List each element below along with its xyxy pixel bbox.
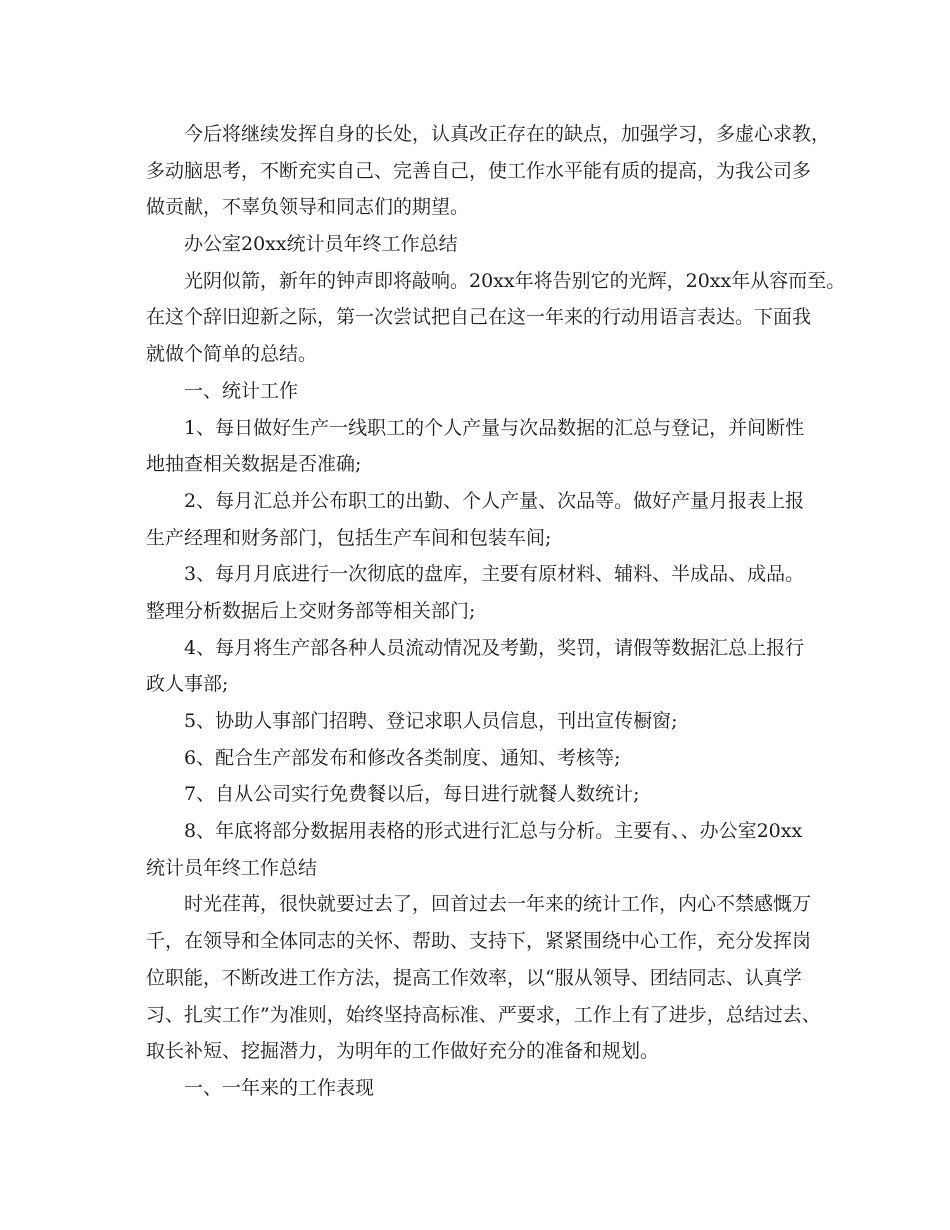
text-line: 在这个辞旧迎新之际，第一次尝试把自己在这一年来的行动用语言表达。下面我 (146, 306, 812, 329)
text-line: 做贡献，不辜负领导和同志们的期望。 (146, 196, 470, 219)
text-line: 千，在领导和全体同志的关怀、帮助、支持下，紧紧围绕中心工作，充分发挥岗 (146, 930, 812, 953)
text-line: 习、扎实工作”为准则，始终坚持高标准、严要求，工作上有了进步，总结过去、 (146, 1003, 821, 1026)
text-line: 办公室20xx统计员年终工作总结 (184, 233, 458, 256)
text-line: 6、配合生产部发布和修改各类制度、通知、考核等; (184, 746, 621, 769)
text-line: 3、每月月底进行一次彻底的盘库，主要有原材料、辅料、半成品、成品。 (184, 563, 805, 586)
text-line: 8、年底将部分数据用表格的形式进行汇总与分析。主要有、、办公室20xx (184, 820, 803, 843)
text-line: 一、统计工作 (184, 379, 299, 402)
text-line: 时光荏苒，很快就要过去了，回首过去一年来的统计工作，内心不禁感慨万 (184, 893, 812, 916)
text-line: 地抽查相关数据是否准确; (146, 453, 362, 476)
text-line: 5、协助人事部门招聘、登记求职人员信息，刊出宣传橱窗; (184, 710, 678, 732)
text-line: 2、每月汇总并公布职工的出勤、个人产量、次品等。做好产量月报表上报 (184, 489, 805, 512)
document-body (146, 116, 846, 1107)
text-line: 政人事部; (146, 673, 229, 696)
text-line: 统计员年终工作总结 (146, 856, 318, 879)
text-line: 今后将继续发挥自身的长处，认真改正存在的缺点，加强学习，多虚心求教， (184, 123, 831, 145)
text-line: 1、每日做好生产一线职工的个人产量与次品数据的汇总与登记，并间断性 (184, 416, 805, 439)
text-line: 位职能，不断改进工作方法，提高工作效率，以“服从领导、团结同志、认真学 (146, 966, 802, 989)
text-line: 就做个简单的总结。 (146, 343, 318, 366)
text-line: 生产经理和财务部门，包括生产车间和包装车间; (146, 526, 552, 549)
text-line: 一、一年来的工作表现 (184, 1076, 375, 1099)
text-line: 整理分析数据后上交财务部等相关部门; (146, 599, 476, 622)
text-line: 取长补短、挖掘潜力，为明年的工作做好充分的准备和规划。 (146, 1040, 660, 1063)
text-line: 光阴似箭，新年的钟声即将敲响。20xx年将告别它的光辉，20xx年从容而至。 (184, 269, 846, 292)
text-line: 7、自从公司实行免费餐以后，每日进行就餐人数统计; (184, 783, 640, 806)
text-line: 多动脑思考，不断充实自己、完善自己，使工作水平能有质的提高，为我公司多 (146, 159, 812, 182)
text-line: 4、每月将生产部各种人员流动情况及考勤，奖罚，请假等数据汇总上报行 (184, 636, 805, 659)
